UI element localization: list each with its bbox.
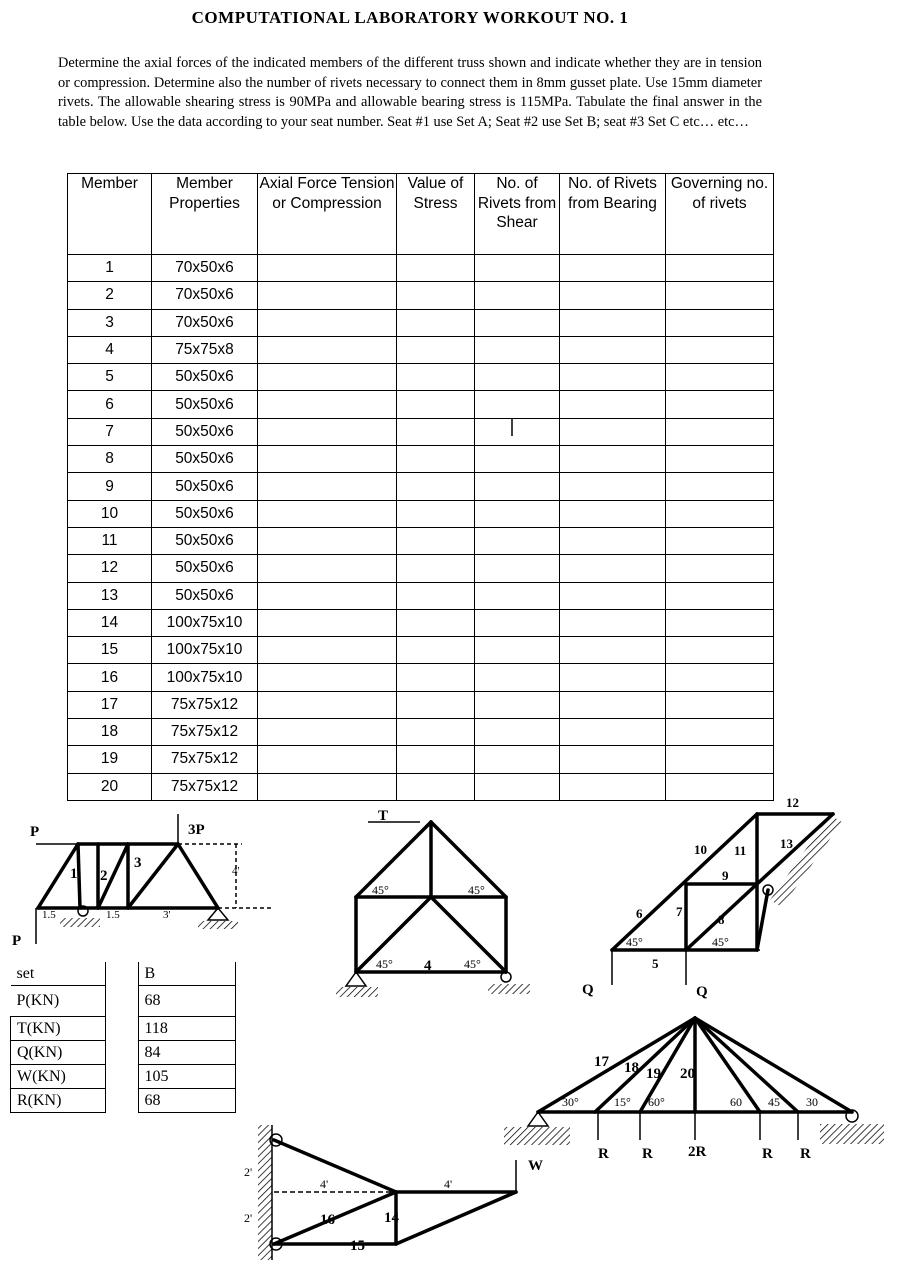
svg-text:45°: 45° <box>372 883 389 897</box>
member-number: 4 <box>68 336 152 363</box>
svg-text:R: R <box>642 1146 653 1162</box>
svg-text:17: 17 <box>594 1054 609 1070</box>
member-number: 6 <box>68 391 152 418</box>
member-properties: 100x75x10 <box>152 664 258 691</box>
svg-text:8: 8 <box>718 912 725 927</box>
svg-text:11: 11 <box>734 843 747 858</box>
member-number: 8 <box>68 446 152 473</box>
member-properties: 100x75x10 <box>152 609 258 636</box>
set-row: P(KN) 68 <box>11 986 236 1017</box>
svg-text:30°: 30° <box>562 1095 579 1109</box>
member-properties: 50x50x6 <box>152 446 258 473</box>
member-properties: 70x50x6 <box>152 255 258 282</box>
member-number: 13 <box>68 582 152 609</box>
svg-text:2R: 2R <box>688 1144 707 1160</box>
svg-text:3: 3 <box>134 855 142 871</box>
svg-text:30: 30 <box>806 1095 818 1109</box>
svg-text:12: 12 <box>786 795 799 810</box>
svg-text:60: 60 <box>730 1095 742 1109</box>
set-row: R(KN) 68 <box>11 1089 236 1113</box>
svg-text:2: 2 <box>100 868 108 884</box>
svg-text:1.5: 1.5 <box>106 909 120 921</box>
member-properties: 75x75x12 <box>152 719 258 746</box>
label-p-top: P <box>30 824 40 840</box>
svg-text:7: 7 <box>676 904 683 919</box>
svg-text:4: 4 <box>424 958 432 974</box>
svg-text:6: 6 <box>636 906 643 921</box>
label-3p: 3P <box>188 822 205 838</box>
member-number: 7 <box>68 418 152 445</box>
set-row: W(KN) 105 <box>11 1065 236 1089</box>
set-label: set <box>11 962 106 986</box>
member-number: 18 <box>68 719 152 746</box>
svg-text:45°: 45° <box>464 957 481 971</box>
member-number: 11 <box>68 527 152 554</box>
set-value: B <box>138 962 235 986</box>
col-rivets-bearing: No. of Rivets from Bearing <box>560 174 666 255</box>
svg-text:13: 13 <box>780 836 793 851</box>
member-number: 10 <box>68 500 152 527</box>
col-member: Member <box>68 174 152 255</box>
col-stress: Value of Stress <box>397 174 475 255</box>
member-number: 14 <box>68 609 152 636</box>
member-number: 1 <box>68 255 152 282</box>
col-rivets-shear: No. of Rivets from Shear <box>475 174 560 255</box>
svg-text:9: 9 <box>722 868 729 883</box>
svg-text:45°: 45° <box>712 935 729 949</box>
svg-text:15: 15 <box>350 1238 365 1254</box>
svg-text:20: 20 <box>680 1066 695 1082</box>
truss-2 <box>356 822 506 972</box>
label-p-left: P <box>12 933 22 949</box>
svg-text:4': 4' <box>444 1177 453 1191</box>
member-number: 3 <box>68 309 152 336</box>
svg-text:Q: Q <box>696 984 708 1000</box>
svg-text:1: 1 <box>70 866 78 882</box>
svg-text:45°: 45° <box>626 935 643 949</box>
member-properties: 100x75x10 <box>152 637 258 664</box>
member-properties: 75x75x12 <box>152 691 258 718</box>
svg-text:45°: 45° <box>468 883 485 897</box>
svg-text:19: 19 <box>646 1066 661 1082</box>
member-properties: 50x50x6 <box>152 527 258 554</box>
member-number: 2 <box>68 282 152 309</box>
truss-1 <box>38 844 218 908</box>
svg-text:W: W <box>528 1158 543 1174</box>
svg-text:14: 14 <box>384 1210 399 1226</box>
svg-text:10: 10 <box>694 842 707 857</box>
instructions-paragraph: Determine the axial forces of the indicated members of the different truss shown and indicate whether they are in tension or compression. Determine also the number of rivets necessary to connect them in 8mm gusset plate. Use 15mm diameter rivets. The allowable shearing stress is 90MPa and allowable bearing stress is 115MPa. Tabulate the final answer in the table below. Use the data according to your seat number. Seat #1 use Set A; Seat #2 use Set B; seat #3 Set C etc… etc… <box>58 55 762 130</box>
svg-text:4': 4' <box>232 865 240 877</box>
member-properties: 50x50x6 <box>152 391 258 418</box>
svg-text:R: R <box>800 1146 811 1162</box>
member-number: 5 <box>68 364 152 391</box>
member-properties: 50x50x6 <box>152 500 258 527</box>
member-properties: 50x50x6 <box>152 418 258 445</box>
member-properties: 75x75x12 <box>152 746 258 773</box>
member-properties: 70x50x6 <box>152 282 258 309</box>
truss-4 <box>538 1018 852 1112</box>
svg-text:2': 2' <box>244 1165 253 1179</box>
svg-text:45: 45 <box>768 1095 780 1109</box>
svg-text:16: 16 <box>320 1212 335 1228</box>
member-number: 12 <box>68 555 152 582</box>
svg-text:R: R <box>762 1146 773 1162</box>
svg-text:Q: Q <box>582 982 594 998</box>
col-properties: Member Properties <box>152 174 258 255</box>
member-properties: 50x50x6 <box>152 582 258 609</box>
svg-text:4': 4' <box>320 1177 329 1191</box>
svg-text:45°: 45° <box>376 957 393 971</box>
svg-text:2': 2' <box>244 1211 253 1225</box>
svg-text:3': 3' <box>163 909 171 921</box>
svg-text:5: 5 <box>652 956 659 971</box>
member-number: 17 <box>68 691 152 718</box>
member-properties: 50x50x6 <box>152 473 258 500</box>
member-number: 19 <box>68 746 152 773</box>
member-properties: 75x75x12 <box>152 773 258 800</box>
member-number: 16 <box>68 664 152 691</box>
svg-text:R: R <box>598 1146 609 1162</box>
svg-text:T: T <box>378 808 389 824</box>
member-properties: 50x50x6 <box>152 555 258 582</box>
col-governing: Governing no. of rivets <box>666 174 774 255</box>
svg-text:1.5: 1.5 <box>42 909 56 921</box>
member-properties: 70x50x6 <box>152 309 258 336</box>
col-axial-force: Axial Force Tension or Compression <box>258 174 397 255</box>
svg-text:18: 18 <box>624 1060 639 1076</box>
svg-text:60°: 60° <box>648 1095 665 1109</box>
member-number: 15 <box>68 637 152 664</box>
member-number: 20 <box>68 773 152 800</box>
page-title: COMPUTATIONAL LABORATORY WORKOUT NO. 1 <box>191 8 629 27</box>
set-row: Q(KN) 84 <box>11 1041 236 1065</box>
member-number: 9 <box>68 473 152 500</box>
member-properties: 50x50x6 <box>152 364 258 391</box>
svg-text:15°: 15° <box>614 1095 631 1109</box>
set-row: T(KN) 118 <box>11 1017 236 1041</box>
member-properties: 75x75x8 <box>152 336 258 363</box>
